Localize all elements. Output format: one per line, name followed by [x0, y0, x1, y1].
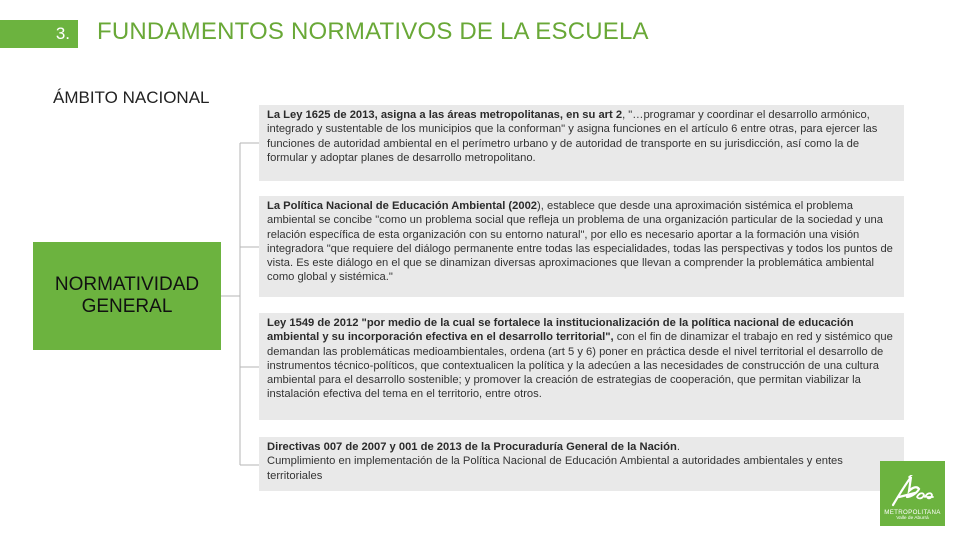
norm-item-text: con el fin de dinamizar el trabajo en red y sistémico que demandan las problemáticas medioambientales, ordena (art 5 y 6) poner en práctica desde el nivel territorial el desarrollo de instrumentos técnico-políticos, que contextualicen la política y la adecúen a las necesidades de construcción de una cultura ambiental para el desarrollo sostenible; y promover la creación de estrategias de cooperación, que permitan viabilizar la instalación efectiva del tema en el territorio, entre otros. [267, 331, 893, 401]
norm-item-directivas [259, 437, 904, 491]
main-box-line-2: GENERAL [81, 296, 173, 317]
norm-item-heading: La Ley 1625 de 2013, asigna a las áreas metropolitanas, en su art 2 [267, 109, 623, 121]
main-box-line-1: NORMATIVIDAD [54, 274, 200, 295]
norm-item-heading: La Política Nacional de Educación Ambiental (2002 [267, 200, 538, 212]
normatividad-general-box [33, 242, 221, 350]
norm-item-ley-1549 [259, 313, 904, 420]
section-number: 3. [55, 24, 70, 43]
area-script-logo-icon [887, 475, 939, 509]
norm-item-text: ), establece que desde una aproximación sistémica el problema ambiental se concibe "como un problema social que refleja un problema de una organización particular de la sociedad y una relación específica de esta organización con su entorno natural", por ello es necesario aportar a la formación una visión integradora "que requiere del diálogo permanente entre todas las especialidades, todas las perspectivas y todos los puntos de vista. Es este diálogo en el que se dinamizan diversas aproximaciones que llevan a comprender la problemática ambiental como global y sistémica." [267, 200, 893, 284]
area-metropolitana-logo [880, 461, 945, 526]
norm-item-text: , "…programar y coordinar el desarrollo armónico, integrado y sustentable de los municipios que la conforman" y asigna funciones en el artículo 6 entre otras, para ejercer las funciones de autoridad ambiental en el perímetro urbano y de autoridad de transporte en su jurisdicción, así como la de formular y adoptar planes de desarrollo metropolitano. [267, 109, 878, 164]
logo-line-2: Valle de Aburrá [896, 516, 929, 521]
norm-item-heading: Directivas 007 de 2007 y 001 de 2013 de la Procuraduría General de la Nación [267, 441, 677, 453]
norm-item-ley-1625 [259, 105, 904, 181]
page-title: FUNDAMENTOS NORMATIVOS DE LA ESCUELA [97, 18, 649, 45]
section-number-tab [0, 20, 78, 48]
norm-item-politica-nacional [259, 196, 904, 297]
logo-line-1: METROPOLITANA [884, 509, 941, 516]
norm-item-text-secondary: Cumplimiento en implementación de la Política Nacional de Educación Ambiental a autoridades ambientales y entes territoriales [267, 455, 843, 482]
section-label: ÁMBITO NACIONAL [53, 88, 210, 107]
norm-item-text: . [676, 441, 680, 453]
norm-item-heading: Ley 1549 de 2012 "por medio de la cual se fortalece la institucionalización de la política nacional de educación ambiental y su incorporación efectiva en el desarrollo territorial", [267, 317, 854, 344]
